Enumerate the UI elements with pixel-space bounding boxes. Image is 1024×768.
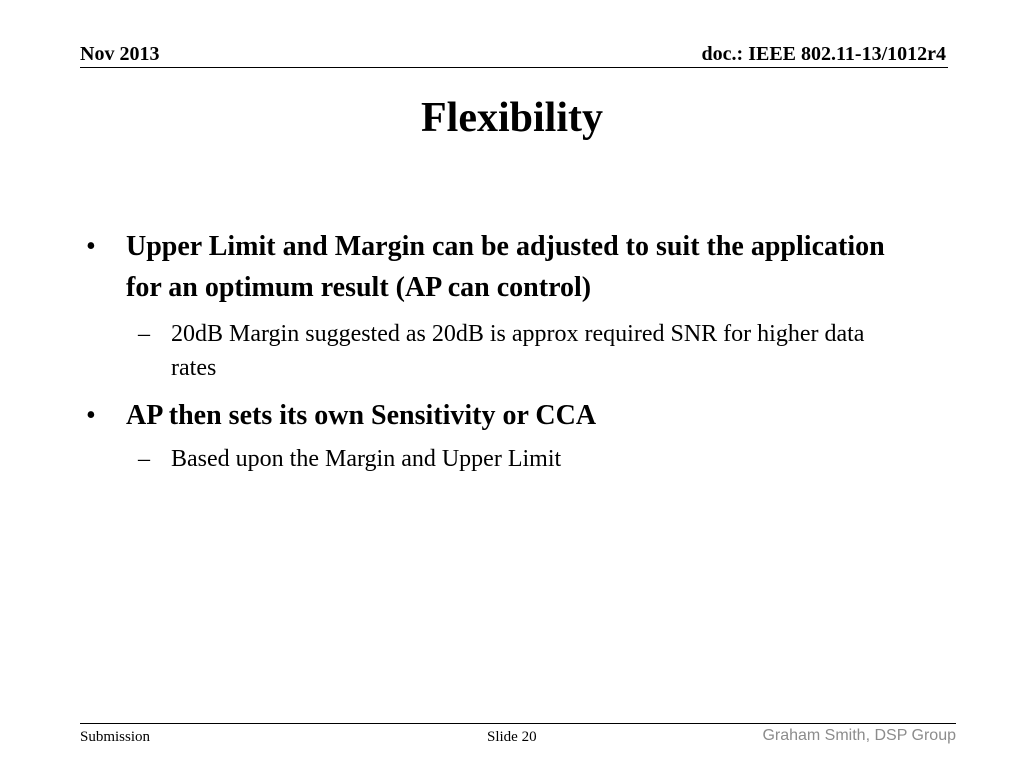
sub-bullet-marker: –	[138, 321, 150, 347]
bullet-text: AP then sets its own Sensitivity or CCA	[126, 400, 597, 431]
header-date: Nov 2013	[80, 43, 160, 65]
bullet-text: Upper Limit and Margin can be adjusted to suit the application for an optimum result (AP can control)	[126, 231, 885, 303]
slide-title: Flexibility	[421, 95, 603, 141]
slide-body	[80, 226, 910, 476]
sub-bullet-item	[80, 442, 910, 476]
sub-bullet-text: Based upon the Margin and Upper Limit	[171, 446, 562, 472]
sub-bullet-marker: –	[138, 446, 150, 472]
bullet-item	[80, 395, 910, 436]
header-document-id: doc.: IEEE 802.11-13/1012r4	[701, 43, 946, 65]
bullet-item	[80, 226, 910, 308]
footer-slide-number: Slide 20	[487, 729, 537, 745]
footer-author: Graham Smith, DSP Group	[762, 727, 956, 744]
footer-submission-label: Submission	[80, 729, 151, 745]
header-divider	[80, 67, 948, 68]
footer-divider	[80, 723, 956, 724]
bullet-marker: •	[86, 400, 96, 431]
bullet-marker: •	[86, 231, 96, 262]
sub-bullet-item	[80, 317, 910, 385]
sub-bullet-text: 20dB Margin suggested as 20dB is approx required SNR for higher data rates	[171, 321, 865, 381]
